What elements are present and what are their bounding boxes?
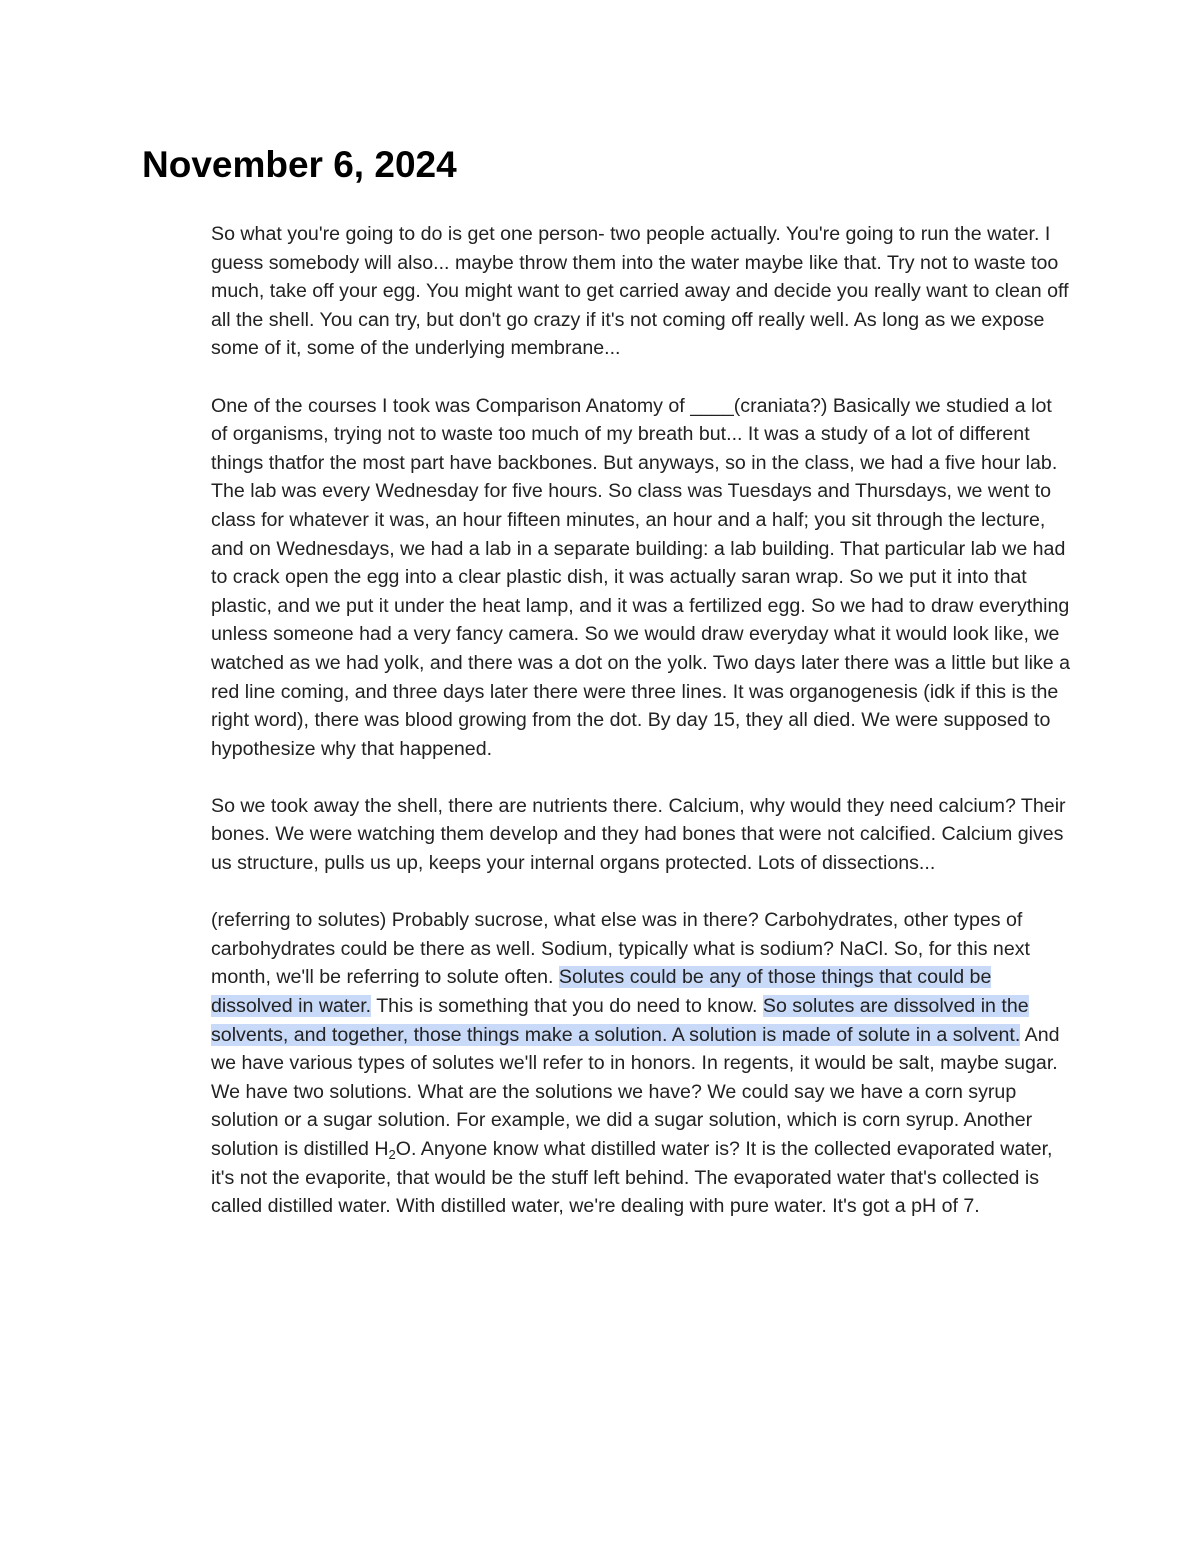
document-title: November 6, 2024: [142, 144, 457, 185]
text-segment: (referring to solutes) Probably sucrose, what else was in there? Carbohydrates, other types of carbohydrates could be there as well. Sodium, typically what is sodium? NaCl. So, for this next month, we'll be referring to solute often.: [211, 909, 1030, 989]
paragraph-calcium-shell: So we took away the shell, there are nutrients there. Calcium, why would they need calcium? Their bones. We were watching them develop and they had bones that were not calcified. Calcium gives us structure, pulls us up, keeps your internal organs protected. Lots of dissections...: [211, 794, 1066, 875]
highlighted-text: So solutes are dissolved in the solvents, and together, those things make a solution. A solution is made of solute in a solvent.: [211, 995, 1029, 1046]
subscript-text: 2: [388, 1147, 396, 1162]
text-segment: And we have various types of solutes we'll refer to in honors. In regents, it would be salt, maybe sugar. We have two solutions. What are the solutions we have? We could say we have a corn syrup solution or a sugar solution. For example, we did a sugar solution, which is corn syrup. Another solution is distilled H: [211, 1023, 1060, 1160]
highlighted-text: Solutes could be any of those things that could be dissolved in water.: [211, 966, 992, 1018]
paragraph-solutes-solutions: [211, 906, 1071, 1221]
paragraph-egg-lab-instructions: So what you're going to do is get one person- two people actually. You're going to run the water. I guess somebody will also... maybe throw them into the water maybe like that. Try not to waste too much, take off your egg. You might want to get carried away and decide you really want to clean off all the shell. You can try, but don't go crazy if it's not coming off really well. As long as we expose some of it, some of the underlying membrane...: [211, 223, 1069, 360]
paragraph-anatomy-course-story: One of the courses I took was Comparison Anatomy of ____(craniata?) Basically we studied a lot of organisms, trying not to waste too much of my breath but... It was a study of a lot of different things thatfor the most part have backbones. But anyways, so in the class, we had a five hour lab. The lab was every Wednesday for five hours. So class was Tuesdays and Thursdays, we went to class for whatever it was, an hour fifteen minutes, an hour and a half; you sit through the lecture, and on Wednesdays, we had a lab in a separate building: a lab building. That particular lab we had to crack open the egg into a clear plastic dish, it was actually saran wrap. So we put it into that plastic, and we put it under the heat lamp, and it was a fertilized egg. So we had to draw everything unless someone had a very fancy camera. So we would draw everyday what it would look like, we watched as we had yolk, and there was a dot on the yolk. Two days later there was a little but like a red line coming, and three days later there were three lines. It was organogenesis (idk if this is the right word), there was blood growing from the dot. By day 15, they all died. We were supposed to hypothesize why that happened.: [211, 394, 1070, 760]
text-segment: O. Anyone know what distilled water is? It is the collected evaporated water, it's not the evaporite, that would be the stuff left behind. The evaporated water that's collected is called distilled water. With distilled water, we're dealing with pure water. It's got a pH of 7.: [211, 1138, 1053, 1218]
text-segment: This is something that you do need to know.: [371, 995, 763, 1018]
document-body: [211, 220, 1071, 1249]
